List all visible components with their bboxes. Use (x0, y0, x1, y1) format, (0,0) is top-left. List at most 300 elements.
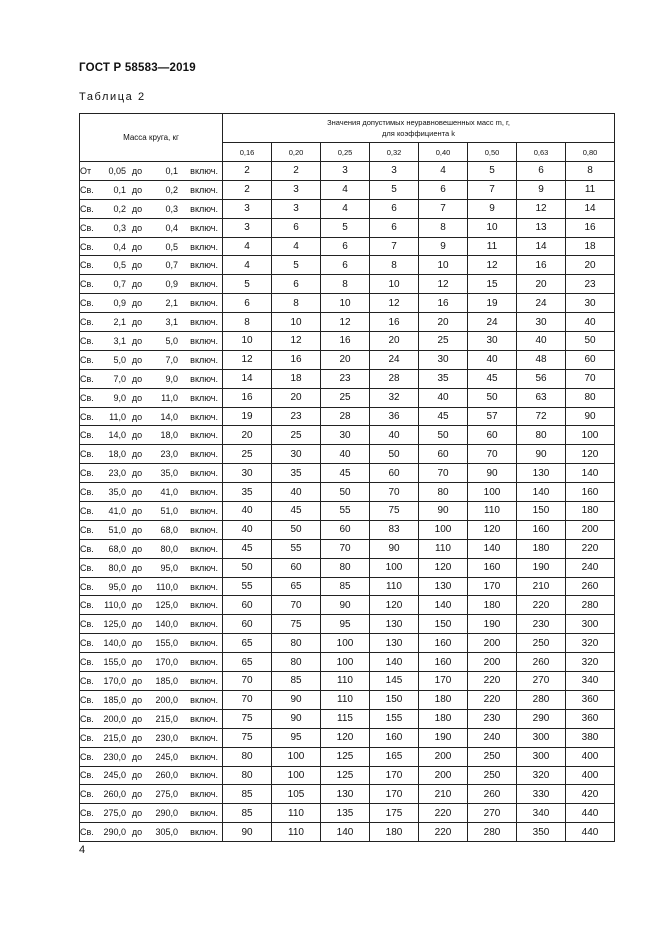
mass-inclusive: включ. (190, 298, 218, 309)
value-cell: 5 (321, 218, 370, 237)
value-cell: 80 (419, 483, 468, 502)
value-cell: 70 (321, 539, 370, 558)
mass-from: 41,0 (108, 505, 126, 516)
value-cell: 180 (419, 690, 468, 709)
mass-prefix: Св. (80, 751, 94, 762)
table-row (80, 615, 615, 634)
value-cell: 8 (223, 313, 272, 332)
value-cell: 170 (370, 766, 419, 785)
mass-do: до (131, 468, 143, 479)
value-cell: 4 (321, 199, 370, 218)
mass-do: до (131, 335, 143, 346)
value-cell: 90 (272, 690, 321, 709)
value-cell: 260 (468, 785, 517, 804)
mass-prefix: Св. (80, 317, 94, 328)
mass-range-cell (80, 502, 223, 521)
mass-tolerance-table (79, 113, 615, 842)
table-row (80, 558, 615, 577)
value-cell: 20 (566, 256, 615, 275)
value-cell: 6 (321, 256, 370, 275)
mass-to: 200,0 (155, 694, 178, 705)
mass-prefix: Св. (80, 505, 94, 516)
value-cell: 23 (321, 369, 370, 388)
value-cell: 16 (223, 388, 272, 407)
mass-inclusive: включ. (190, 751, 218, 762)
value-cell: 10 (468, 218, 517, 237)
mass-from: 9,0 (113, 392, 126, 403)
mass-range-cell (80, 520, 223, 539)
mass-prefix: Св. (80, 770, 94, 781)
value-cell: 90 (223, 823, 272, 842)
value-cell: 6 (517, 162, 566, 181)
table-body (80, 162, 615, 842)
value-cell: 220 (468, 672, 517, 691)
value-cell: 23 (566, 275, 615, 294)
value-cell: 90 (272, 709, 321, 728)
mass-inclusive: включ. (190, 203, 218, 214)
value-cell: 140 (419, 596, 468, 615)
mass-to: 305,0 (155, 827, 178, 838)
mass-from: 215,0 (103, 732, 126, 743)
mass-from: 0,2 (113, 203, 126, 214)
value-cell: 20 (321, 350, 370, 369)
value-cell: 50 (566, 332, 615, 351)
value-cell: 160 (566, 483, 615, 502)
value-cell: 25 (223, 445, 272, 464)
value-cell: 4 (419, 162, 468, 181)
mass-inclusive: включ. (190, 732, 218, 743)
mass-prefix: Св. (80, 732, 94, 743)
value-cell: 18 (272, 369, 321, 388)
value-cell: 19 (223, 407, 272, 426)
mass-inclusive: включ. (190, 449, 218, 460)
mass-range-cell (80, 237, 223, 256)
mass-to: 260,0 (155, 770, 178, 781)
value-cell: 30 (419, 350, 468, 369)
mass-range-cell (80, 653, 223, 672)
mass-to: 290,0 (155, 808, 178, 819)
value-cell: 180 (517, 539, 566, 558)
value-cell: 180 (468, 596, 517, 615)
value-cell: 60 (223, 615, 272, 634)
mass-to: 41,0 (160, 487, 178, 498)
value-cell: 23 (272, 407, 321, 426)
value-cell: 85 (321, 577, 370, 596)
value-cell: 90 (517, 445, 566, 464)
mass-from: 51,0 (108, 524, 126, 535)
value-cell: 340 (517, 804, 566, 823)
value-cell: 45 (468, 369, 517, 388)
value-cell: 320 (566, 634, 615, 653)
value-cell: 360 (566, 709, 615, 728)
mass-to: 0,1 (165, 165, 178, 176)
value-cell: 130 (419, 577, 468, 596)
table-row (80, 464, 615, 483)
mass-from: 0,7 (113, 279, 126, 290)
mass-from: 14,0 (108, 430, 126, 441)
mass-inclusive: включ. (190, 430, 218, 441)
table-row (80, 672, 615, 691)
value-cell: 160 (419, 634, 468, 653)
k-value-header: 0,80 (566, 143, 615, 162)
value-cell: 320 (517, 766, 566, 785)
mass-do: до (131, 751, 143, 762)
mass-from: 0,1 (113, 184, 126, 195)
value-cell: 110 (321, 672, 370, 691)
mass-prefix: Св. (80, 373, 94, 384)
mass-inclusive: включ. (190, 411, 218, 422)
mass-do: до (131, 411, 143, 422)
mass-do: до (131, 505, 143, 516)
value-cell: 250 (517, 634, 566, 653)
value-cell: 70 (468, 445, 517, 464)
mass-from: 23,0 (108, 468, 126, 479)
value-cell: 100 (566, 426, 615, 445)
mass-do: до (131, 562, 143, 573)
value-cell: 280 (468, 823, 517, 842)
value-cell: 36 (370, 407, 419, 426)
mass-from: 35,0 (108, 487, 126, 498)
value-cell: 95 (272, 728, 321, 747)
mass-range-cell (80, 275, 223, 294)
value-cell: 30 (223, 464, 272, 483)
value-cell: 190 (419, 728, 468, 747)
mass-range-cell (80, 332, 223, 351)
value-cell: 175 (370, 804, 419, 823)
mass-to: 95,0 (160, 562, 178, 573)
mass-range-cell (80, 350, 223, 369)
mass-do: до (131, 770, 143, 781)
value-cell: 300 (566, 615, 615, 634)
value-cell: 20 (223, 426, 272, 445)
value-cell: 150 (517, 502, 566, 521)
mass-to: 170,0 (155, 657, 178, 668)
mass-prefix: Св. (80, 600, 94, 611)
mass-to: 51,0 (160, 505, 178, 516)
value-cell: 18 (566, 237, 615, 256)
mass-range-cell (80, 199, 223, 218)
value-cell: 160 (468, 558, 517, 577)
value-cell: 110 (321, 690, 370, 709)
mass-do: до (131, 581, 143, 592)
table-row (80, 539, 615, 558)
mass-to: 215,0 (155, 713, 178, 724)
mass-prefix: Св. (80, 694, 94, 705)
table-row (80, 502, 615, 521)
value-cell: 12 (468, 256, 517, 275)
value-cell: 100 (419, 520, 468, 539)
value-cell: 110 (370, 577, 419, 596)
mass-do: до (131, 694, 143, 705)
value-cell: 85 (223, 804, 272, 823)
value-cell: 8 (566, 162, 615, 181)
table-row (80, 313, 615, 332)
value-cell: 3 (272, 180, 321, 199)
value-cell: 230 (517, 615, 566, 634)
value-cell: 72 (517, 407, 566, 426)
mass-from: 0,3 (113, 222, 126, 233)
mass-range-cell (80, 709, 223, 728)
value-cell: 150 (370, 690, 419, 709)
mass-range-cell (80, 823, 223, 842)
value-cell: 270 (517, 672, 566, 691)
value-cell: 65 (223, 653, 272, 672)
mass-range-cell (80, 313, 223, 332)
mass-inclusive: включ. (190, 165, 218, 176)
value-cell: 75 (272, 615, 321, 634)
value-cell: 12 (272, 332, 321, 351)
value-cell: 16 (370, 313, 419, 332)
value-cell: 270 (468, 804, 517, 823)
mass-from: 245,0 (103, 770, 126, 781)
value-cell: 90 (370, 539, 419, 558)
value-cell: 6 (272, 275, 321, 294)
value-cell: 230 (468, 709, 517, 728)
value-cell: 24 (468, 313, 517, 332)
value-cell: 55 (223, 577, 272, 596)
mass-prefix: Св. (80, 335, 94, 346)
mass-from: 140,0 (103, 638, 126, 649)
value-cell: 130 (321, 785, 370, 804)
value-cell: 250 (468, 747, 517, 766)
value-cell: 2 (272, 162, 321, 181)
value-cell: 12 (370, 294, 419, 313)
value-cell: 30 (566, 294, 615, 313)
mass-inclusive: включ. (190, 222, 218, 233)
value-cell: 200 (468, 653, 517, 672)
value-cell: 10 (272, 313, 321, 332)
value-cell: 155 (370, 709, 419, 728)
value-cell: 40 (468, 350, 517, 369)
table-row (80, 823, 615, 842)
mass-do: до (131, 827, 143, 838)
mass-range-cell (80, 577, 223, 596)
value-cell: 55 (272, 539, 321, 558)
value-cell: 35 (419, 369, 468, 388)
mass-do: до (131, 222, 143, 233)
value-cell: 9 (419, 237, 468, 256)
value-cell: 8 (370, 256, 419, 275)
value-cell: 420 (566, 785, 615, 804)
value-cell: 100 (272, 747, 321, 766)
value-cell: 320 (566, 653, 615, 672)
mass-range-cell (80, 785, 223, 804)
value-cell: 14 (223, 369, 272, 388)
value-cell: 170 (370, 785, 419, 804)
mass-range-cell (80, 747, 223, 766)
value-cell: 8 (272, 294, 321, 313)
mass-do: до (131, 657, 143, 668)
mass-prefix: Св. (80, 203, 94, 214)
mass-range-cell (80, 558, 223, 577)
mass-do: до (131, 543, 143, 554)
value-cell: 80 (517, 426, 566, 445)
mass-to: 155,0 (155, 638, 178, 649)
mass-range-cell (80, 690, 223, 709)
value-cell: 110 (468, 502, 517, 521)
mass-to: 80,0 (160, 543, 178, 554)
mass-range-cell (80, 369, 223, 388)
mass-from: 185,0 (103, 694, 126, 705)
mass-inclusive: включ. (190, 524, 218, 535)
value-cell: 260 (517, 653, 566, 672)
value-cell: 70 (272, 596, 321, 615)
value-cell: 90 (419, 502, 468, 521)
value-cell: 95 (321, 615, 370, 634)
mass-do: до (131, 373, 143, 384)
value-cell: 20 (517, 275, 566, 294)
mass-inclusive: включ. (190, 468, 218, 479)
mass-do: до (131, 524, 143, 535)
mass-range-cell (80, 483, 223, 502)
value-cell: 6 (272, 218, 321, 237)
values-group-header-line2: для коэффициента k (382, 129, 455, 138)
mass-range-cell (80, 426, 223, 445)
value-cell: 2 (223, 162, 272, 181)
k-value-header: 0,20 (272, 143, 321, 162)
mass-inclusive: включ. (190, 335, 218, 346)
value-cell: 12 (419, 275, 468, 294)
mass-to: 35,0 (160, 468, 178, 479)
mass-range-cell (80, 634, 223, 653)
mass-from: 170,0 (103, 675, 126, 686)
mass-prefix: Св. (80, 298, 94, 309)
value-cell: 60 (272, 558, 321, 577)
mass-range-cell (80, 180, 223, 199)
mass-to: 140,0 (155, 619, 178, 630)
mass-inclusive: включ. (190, 694, 218, 705)
value-cell: 80 (272, 634, 321, 653)
mass-do: до (131, 430, 143, 441)
mass-range-cell (80, 464, 223, 483)
value-cell: 15 (468, 275, 517, 294)
value-cell: 350 (517, 823, 566, 842)
value-cell: 5 (272, 256, 321, 275)
value-cell: 57 (468, 407, 517, 426)
mass-prefix: Св. (80, 827, 94, 838)
value-cell: 63 (517, 388, 566, 407)
mass-to: 9,0 (165, 373, 178, 384)
mass-from: 11,0 (109, 411, 126, 422)
mass-to: 0,3 (165, 203, 178, 214)
value-cell: 12 (517, 199, 566, 218)
mass-from: 0,5 (113, 260, 126, 271)
mass-do: до (131, 354, 143, 365)
value-cell: 24 (370, 350, 419, 369)
mass-prefix: От (80, 165, 92, 176)
value-cell: 70 (566, 369, 615, 388)
value-cell: 25 (419, 332, 468, 351)
value-cell: 80 (223, 766, 272, 785)
value-cell: 50 (370, 445, 419, 464)
value-cell: 140 (370, 653, 419, 672)
value-cell: 83 (370, 520, 419, 539)
mass-inclusive: включ. (190, 260, 218, 271)
value-cell: 12 (321, 313, 370, 332)
mass-prefix: Св. (80, 543, 94, 554)
value-cell: 40 (223, 502, 272, 521)
mass-from: 7,0 (113, 373, 126, 384)
mass-range-cell (80, 615, 223, 634)
table-row (80, 520, 615, 539)
value-cell: 200 (566, 520, 615, 539)
table-row (80, 350, 615, 369)
value-cell: 5 (370, 180, 419, 199)
value-cell: 2 (223, 180, 272, 199)
value-cell: 85 (272, 672, 321, 691)
table-row (80, 766, 615, 785)
mass-to: 23,0 (160, 449, 178, 460)
value-cell: 120 (419, 558, 468, 577)
value-cell: 6 (223, 294, 272, 313)
value-cell: 125 (321, 747, 370, 766)
value-cell: 120 (370, 596, 419, 615)
values-group-header (223, 114, 615, 143)
mass-inclusive: включ. (190, 543, 218, 554)
value-cell: 20 (419, 313, 468, 332)
value-cell: 45 (223, 539, 272, 558)
value-cell: 10 (321, 294, 370, 313)
mass-range-cell (80, 407, 223, 426)
mass-do: до (131, 317, 143, 328)
value-cell: 50 (419, 426, 468, 445)
mass-to: 230,0 (155, 732, 178, 743)
table-row (80, 407, 615, 426)
value-cell: 220 (517, 596, 566, 615)
mass-do: до (131, 638, 143, 649)
mass-do: до (131, 392, 143, 403)
value-cell: 330 (517, 785, 566, 804)
value-cell: 200 (419, 747, 468, 766)
value-cell: 220 (566, 539, 615, 558)
mass-to: 18,0 (160, 430, 178, 441)
value-cell: 280 (566, 596, 615, 615)
value-cell: 60 (468, 426, 517, 445)
value-cell: 125 (321, 766, 370, 785)
value-cell: 180 (370, 823, 419, 842)
value-cell: 100 (321, 653, 370, 672)
mass-prefix: Св. (80, 222, 94, 233)
value-cell: 200 (468, 634, 517, 653)
value-cell: 16 (419, 294, 468, 313)
mass-range-cell (80, 294, 223, 313)
value-cell: 130 (517, 464, 566, 483)
value-cell: 100 (272, 766, 321, 785)
mass-from: 80,0 (108, 562, 126, 573)
mass-prefix: Св. (80, 581, 94, 592)
mass-inclusive: включ. (190, 713, 218, 724)
mass-do: до (131, 184, 143, 195)
value-cell: 190 (517, 558, 566, 577)
mass-prefix: Св. (80, 430, 94, 441)
value-cell: 80 (566, 388, 615, 407)
value-cell: 75 (370, 502, 419, 521)
mass-do: до (131, 789, 143, 800)
mass-from: 125,0 (103, 619, 126, 630)
value-cell: 32 (370, 388, 419, 407)
mass-prefix: Св. (80, 638, 94, 649)
value-cell: 35 (272, 464, 321, 483)
value-cell: 380 (566, 728, 615, 747)
mass-do: до (131, 732, 143, 743)
value-cell: 105 (272, 785, 321, 804)
values-group-header-line1: Значения допустимых неуравновешенных масс m, г, (327, 118, 510, 127)
value-cell: 6 (419, 180, 468, 199)
mass-do: до (131, 279, 143, 290)
value-cell: 140 (566, 464, 615, 483)
value-cell: 16 (321, 332, 370, 351)
value-cell: 400 (566, 766, 615, 785)
